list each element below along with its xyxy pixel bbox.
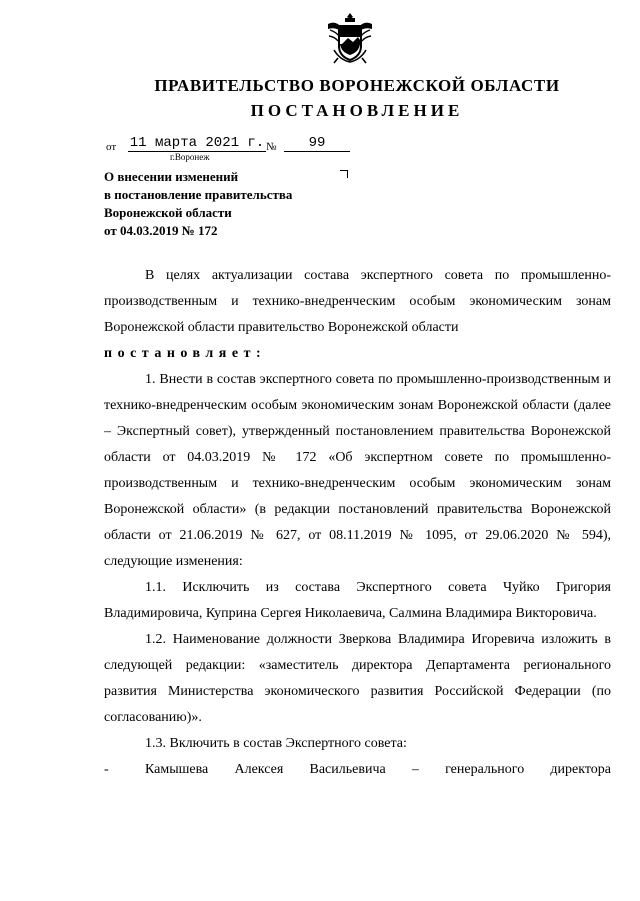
- list-item-text: Камышева Алексея Васильевича – генерального директора: [145, 762, 611, 777]
- date-prefix: от: [106, 141, 117, 153]
- organization-title: ПРАВИТЕЛЬСТВО ВОРОНЕЖСКОЙ ОБЛАСТИ: [154, 76, 560, 95]
- paragraph-1-3: 1.3. Включить в состав Экспертного совета:: [145, 736, 407, 751]
- decree-word: постановляет:: [104, 346, 267, 361]
- subject-line: в постановление правительства: [104, 187, 293, 202]
- document-type-title: ПОСТАНОВЛЕНИЕ: [250, 101, 464, 120]
- subject-line: Воронежской области: [104, 205, 232, 220]
- document-body: [104, 263, 611, 783]
- paragraph-1-2: 1.2. Наименование должности Зверкова Владимира Игоревича изложить в следующей редакции: «заместитель директора Департамента регионального развития Министерства экономического развития Российской Федерации (по согласованию)».: [104, 632, 611, 725]
- document-number: 99: [284, 135, 350, 152]
- subject-line: от 04.03.2019 № 172: [104, 223, 218, 238]
- paragraph-1: 1. Внести в состав экспертного совета по промышленно-производственным и технико-внедренческим особым экономическим зонам Воронежской области (далее – Экспертный совет), утвержденный постановлением правительства Воронежской области от 04.03.2019 № 172 «Об экспертном совете по промышленно-производственным и технико-внедренческим особым экономическим зонам Воронежской области» (в редакции постановлений правительства Воронежской области от 21.06.2019 № 627, от 08.11.2019 № 1095, от 29.06.2020 № 594), следующие изменения:: [104, 372, 611, 569]
- coat-of-arms-icon: [324, 10, 376, 66]
- paragraph-1-1: 1.1. Исключить из состава Экспертного совета Чуйко Григория Владимировича, Куприна Сергея Николаевича, Салмина Владимира Викторовича.: [104, 580, 611, 621]
- document-subject: [104, 168, 292, 240]
- document-date: 11 марта 2021 г.: [129, 135, 265, 151]
- intro-paragraph: В целях актуализации состава экспертного совета по промышленно-производственным и технико-внедренческим особым экономическим зонам Воронежской области правительство Воронежской области: [104, 268, 611, 335]
- city-label: г.Воронеж: [170, 152, 210, 162]
- list-dash: -: [104, 762, 109, 777]
- subject-line: О внесении изменений: [104, 169, 239, 184]
- list-item: [104, 757, 611, 783]
- number-prefix: №: [266, 141, 277, 153]
- corner-mark: [340, 170, 348, 178]
